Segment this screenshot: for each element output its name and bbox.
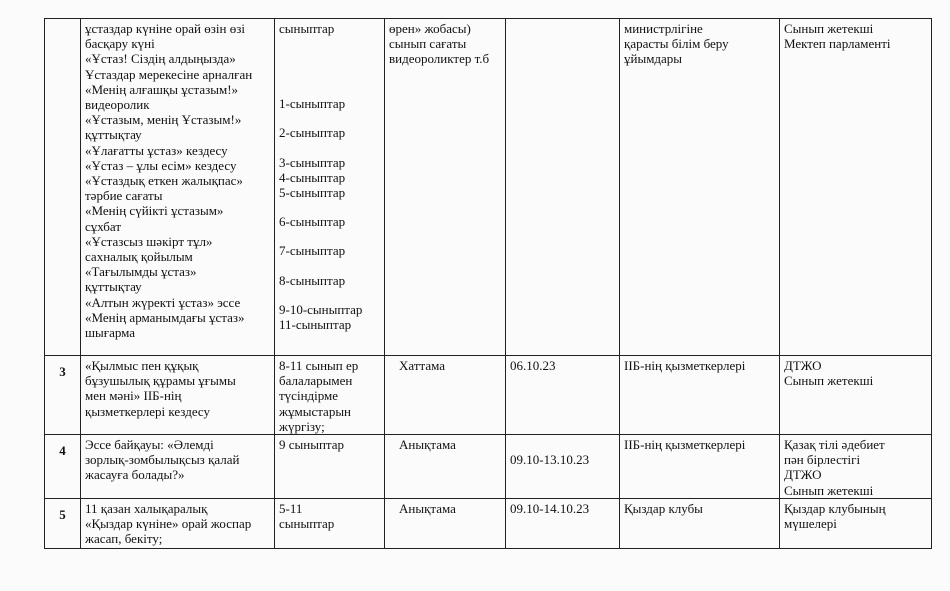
participants-cell: 8-11 сынып ер балаларымен түсіндірме жұмыстарын жүргізу; xyxy=(275,356,385,435)
row-number: 4 xyxy=(45,435,81,499)
date-cell: 06.10.23 xyxy=(506,356,620,435)
row-number: 5 xyxy=(45,499,81,549)
partners-cell: министрлігіне қарасты білім беру ұйымдары xyxy=(620,19,780,356)
partners-cell: ІІБ-нің қызметкерлері xyxy=(620,356,780,435)
participants-cell: 5-11 сыныптар xyxy=(275,499,385,549)
event-cell: 11 қазан халықаралық «Қыздар күніне» орай жоспар жасап, бекіту; xyxy=(81,499,275,549)
participants-cell: сыныптар 1-сыныптар 2-сыныптар 3-сыныптар 4-сыныптар 5-сыныптар 6-сыныптар 7-сыныптар 8-сыныптар 9-10-сыныптар 11-сыныптар xyxy=(275,19,385,356)
participants-cell: 9 сыныптар xyxy=(275,435,385,499)
table-row xyxy=(45,356,932,435)
date-cell: 09.10-13.10.23 xyxy=(506,435,620,499)
row-number: 3 xyxy=(45,356,81,435)
date-cell: 09.10-14.10.23 xyxy=(506,499,620,549)
partners-cell: Қыздар клубы xyxy=(620,499,780,549)
event-cell: «Қылмыс пен құқық бұзушылық құрамы ұғымы мен мәні» ІІБ-нің қызметкерлері кездесу xyxy=(81,356,275,435)
plan-table xyxy=(44,18,932,549)
responsible-cell: Сынып жетекші Мектеп парламенті xyxy=(780,19,932,356)
row-number xyxy=(45,19,81,356)
form-cell: өрен» жобасы) сынып сағаты видеороликтер т.б xyxy=(385,19,506,356)
table-row xyxy=(45,19,932,356)
table-row xyxy=(45,499,932,549)
form-cell: Анықтама xyxy=(385,435,506,499)
event-cell: ұстаздар күніне орай өзін өзі басқару күні «Ұстаз! Сіздің алдыңызда» Ұстаздар мерекесіне арналған «Менің алғашқы ұстазым!» видеоролик «Ұстазым, менің Ұстазым!» құттықтау «Ұлағатты ұстаз» кездесу «Ұстаз – ұлы есім» кездесу «Ұстаздық еткен жалықпас» тәрбие сағаты «Менің сүйікті ұстазым» сұхбат «Ұстазсыз шәкірт тұл» сахналық қойылым «Тағылымды ұстаз» құттықтау «Алтын жүректі ұстаз» эссе «Менің арманымдағы ұстаз» шығарма xyxy=(81,19,275,356)
form-cell: Хаттама xyxy=(385,356,506,435)
form-cell: Анықтама xyxy=(385,499,506,549)
partners-cell: ІІБ-нің қызметкерлері xyxy=(620,435,780,499)
table-row xyxy=(45,435,932,499)
responsible-cell: Қыздар клубының мүшелері xyxy=(780,499,932,549)
responsible-cell: Қазақ тілі әдебиет пән бірлестігі ДТЖО Сынып жетекші xyxy=(780,435,932,499)
event-cell: Эссе байқауы: «Әлемді зорлық-зомбылықсыз қалай жасауға болады?» xyxy=(81,435,275,499)
responsible-cell: ДТЖО Сынып жетекші xyxy=(780,356,932,435)
date-cell xyxy=(506,19,620,356)
